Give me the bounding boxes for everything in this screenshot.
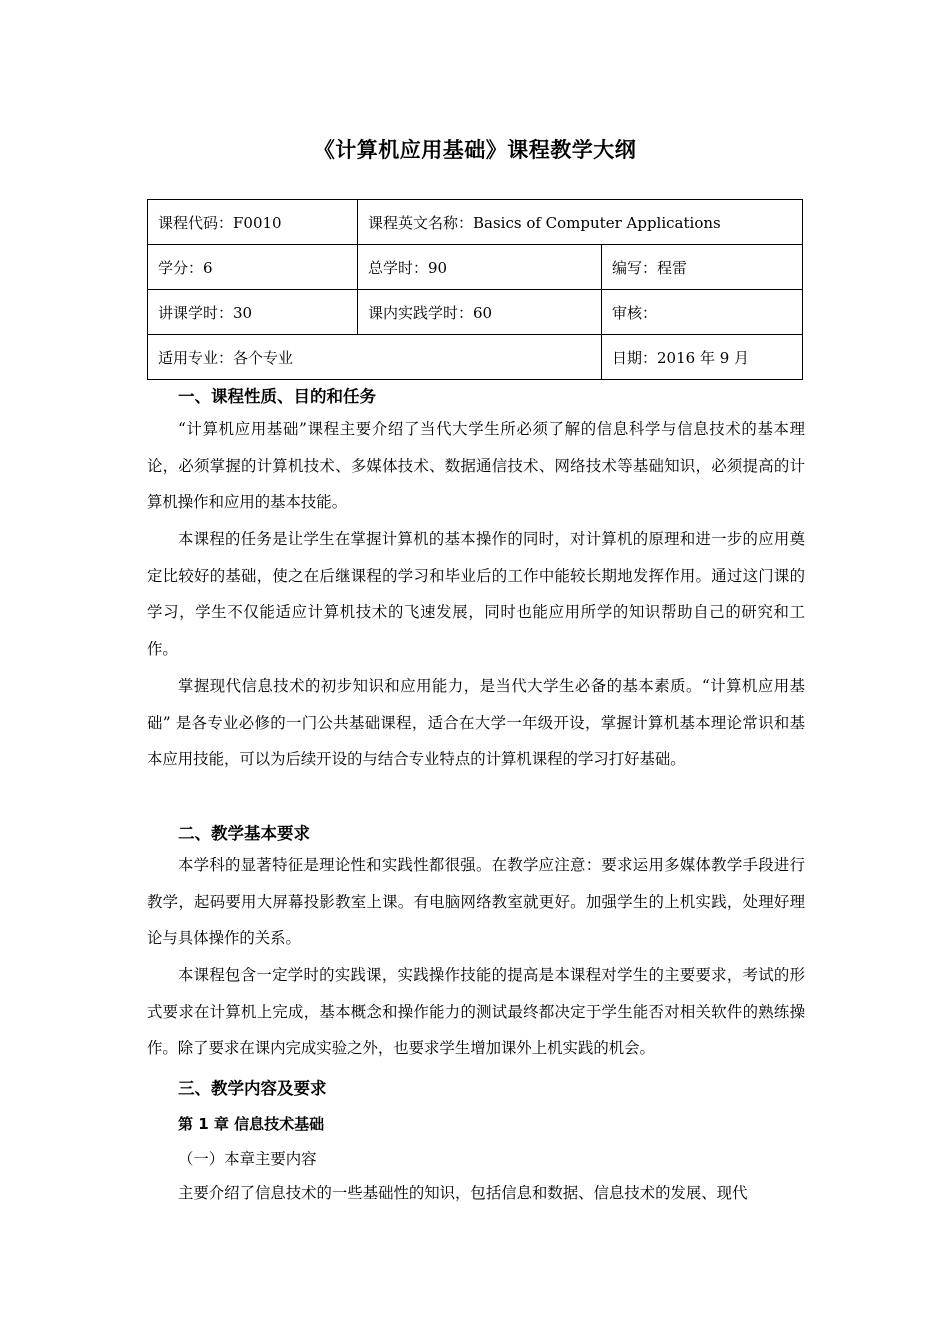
paragraph: 主要介绍了信息技术的一些基础性的知识，包括信息和数据、信息技术的发展、现代 [178,1184,748,1202]
chapter-heading: 第 1 章 信息技术基础 [178,1115,325,1133]
section-heading: 一、课程性质、目的和任务 [178,387,376,406]
page-title: 《计算机应用基础》课程教学大纲 [313,138,637,162]
paragraph: 本课程包含一定学时的实践课，实践操作技能的提高是本课程对学生的主要要求，考试的形式要求在计算机上完成，基本概念和操作能力的测试最终都决定于学生能否对相关软件的熟练操作。除了要求在课内完成实验之外，也要求学生增加课外上机实践的机会。 [147,966,805,1057]
practice-hours-cell: 课内实践学时：60 [358,290,602,335]
table-row [148,290,803,335]
table-row [148,335,803,380]
reviewer-cell: 审核： [602,290,803,335]
english-name-cell: 课程英文名称：Basics of Computer Applications [358,200,803,245]
table-row [148,245,803,290]
date-cell: 日期：2016 年 9 月 [602,335,803,380]
total-hours-cell: 总学时：90 [358,245,602,290]
section-heading: 二、教学基本要求 [178,824,310,843]
credits-cell: 学分：6 [148,245,358,290]
subsection-label: （一）本章主要内容 [178,1150,317,1168]
paragraph: 掌握现代信息技术的初步知识和应用能力，是当代大学生必备的基本素质。“计算机应用基础” 是各专业必修的一门公共基础课程，适合在大学一年级开设，掌握计算机基本理论常识和基本应用技能，可以为后续开设的与结合专业特点的计算机课程的学习打好基础。 [147,677,805,768]
paragraph: 本课程的任务是让学生在掌握计算机的基本操作的同时，对计算机的原理和进一步的应用奠定比较好的基础，使之在后继课程的学习和毕业后的工作中能较长期地发挥作用。通过这门课的学习，学生不仅能适应计算机技术的飞速发展，同时也能应用所学的知识帮助自己的研究和工作。 [147,530,805,658]
course-code-cell: 课程代码：F0010 [148,200,358,245]
author-cell: 编写：程雷 [602,245,803,290]
paragraph: “计算机应用基础”课程主要介绍了当代大学生所必须了解的信息科学与信息技术的基本理论，必须掌握的计算机技术、多媒体技术、数据通信技术、网络技术等基础知识，必须提高的计算机操作和应用的基本技能。 [147,420,805,511]
major-cell: 适用专业：各个专业 [148,335,602,380]
table-row [148,200,803,245]
lecture-hours-cell: 讲课学时：30 [148,290,358,335]
section-heading: 三、教学内容及要求 [178,1079,327,1098]
course-info-table [147,199,803,380]
paragraph: 本学科的显著特征是理论性和实践性都很强。在教学应注意：要求运用多媒体教学手段进行教学，起码要用大屏幕投影教室上课。有电脑网络教室就更好。加强学生的上机实践，处理好理论与具体操作的关系。 [147,856,805,947]
